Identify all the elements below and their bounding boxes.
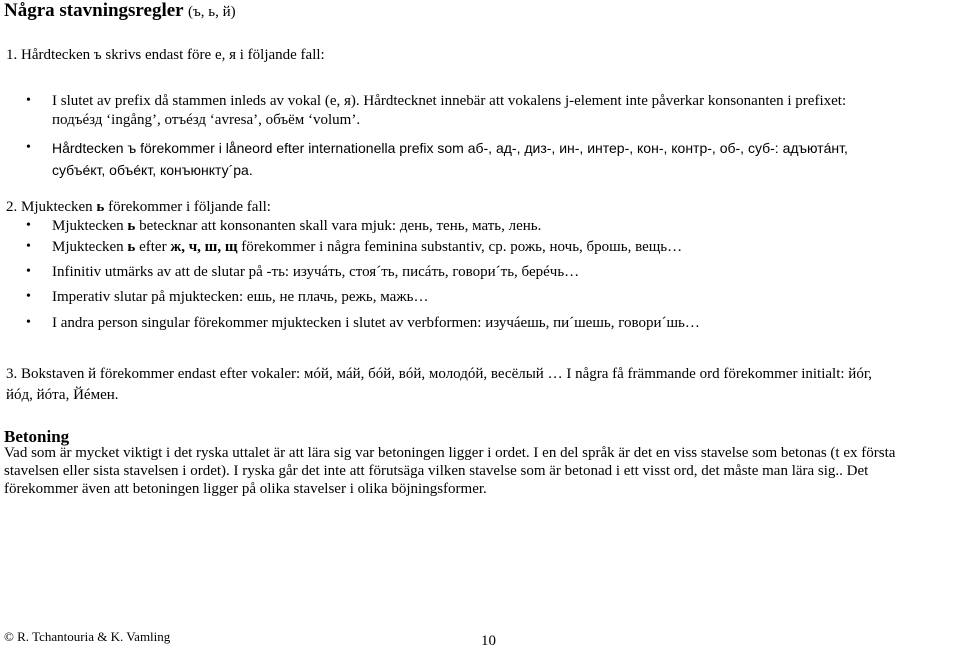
b2-mid: efter bbox=[135, 239, 171, 255]
bullet-marker: • bbox=[26, 315, 31, 330]
page-number: 10 bbox=[481, 633, 496, 649]
page-title bbox=[4, 2, 236, 21]
betoning-line: förekommer även att betoningen ligger på olika stavelser i olika böjningsformer. bbox=[4, 481, 487, 497]
section3-line2: йóд, йóта, Йéмен. bbox=[6, 387, 119, 403]
title-paren: (ъ, ь, й) bbox=[188, 4, 236, 20]
section2-bullet5: I andra person singular förekommer mjuktecken i slutet av verbformen: изучáешь, пи´шешь, говори´шь… bbox=[52, 315, 700, 331]
betoning-line: Vad som är mycket viktigt i det ryska uttalet är att lära sig var betoningen ligger i ordet. I en del språk är det en viss stavelse som betonas (t ex första bbox=[4, 445, 896, 461]
soft-sign: ь bbox=[127, 218, 136, 234]
section2-heading-pre: 2. Mjuktecken bbox=[6, 199, 97, 215]
soft-sign: ь bbox=[96, 199, 105, 215]
section1-bullet2-cont: субъéкт, объéкт, конъюнкту´ра. bbox=[52, 162, 253, 178]
section3-line1: 3. Bokstaven й förekommer endast efter vokaler: мóй, мáй, бóй, вóй, молодóй, весёлый … I några få främmande ord förekommer initialt: йóг, bbox=[6, 366, 873, 382]
section2-bullet3: Infinitiv utmärks av att de slutar på -ть: изучáть, стоя´ть, писáть, говори´ть, берéчь… bbox=[52, 264, 580, 280]
betoning-heading: Betoning bbox=[4, 427, 70, 446]
bullet-marker: • bbox=[26, 218, 31, 233]
bullet-marker: • bbox=[26, 93, 31, 108]
section2-bullet2 bbox=[52, 238, 682, 256]
b1-pre: Mjuktecken bbox=[52, 218, 128, 234]
b2-pre: Mjuktecken bbox=[52, 239, 128, 255]
betoning-line: stavelsen eller sista stavelsen i ordet). I ryska går det inte att förutsäga vilken stavelse som är betonad i ett visst ord, det måste man lära sig.. Det bbox=[4, 463, 869, 479]
section1-bullet1: I slutet av prefix då stammen inleds av vokal (е, я). Hårdtecknet innebär att vokalens j-element inte påverkar konsonanten i prefixet: bbox=[52, 93, 847, 109]
section2-heading-post: förekommer i följande fall: bbox=[104, 199, 271, 215]
footer-copyright: © R. Tchantouria & K. Vamling bbox=[4, 629, 171, 644]
section1-heading: 1. Hårdtecken ъ skrivs endast före e, я i följande fall: bbox=[6, 47, 325, 63]
sibilants: ж, ч, ш, щ bbox=[170, 239, 238, 255]
section2-bullet4: Imperativ slutar på mjuktecken: ешь, не плачь, режь, мажь… bbox=[52, 289, 429, 305]
bullet-marker: • bbox=[26, 289, 31, 304]
bullet-marker: • bbox=[26, 140, 31, 155]
bullet-marker: • bbox=[26, 264, 31, 279]
b1-post: betecknar att konsonanten skall vara mjuk: день, тень, мать, лень. bbox=[135, 218, 542, 234]
section1-bullet2: Hårdtecken ъ förekommer i låneord efter internationella prefix som аб-, ад-, диз-, ин-, интер-, кон-, контр-, об-, суб-: адъютáнт, bbox=[52, 140, 848, 156]
b2-post: förekommer i några feminina substantiv, ср. рожь, ночь, брошь, вещь… bbox=[237, 239, 683, 255]
section2-heading bbox=[6, 198, 271, 216]
soft-sign: ь bbox=[127, 239, 136, 255]
section2-bullet1 bbox=[52, 217, 541, 235]
bullet-marker: • bbox=[26, 239, 31, 254]
section1-bullet1-cont: подъéзд ‘ingång’, отъéзд ‘avresa’, объём ‘volum’. bbox=[52, 112, 361, 128]
title-text: Några stavningsregler bbox=[4, 0, 184, 21]
